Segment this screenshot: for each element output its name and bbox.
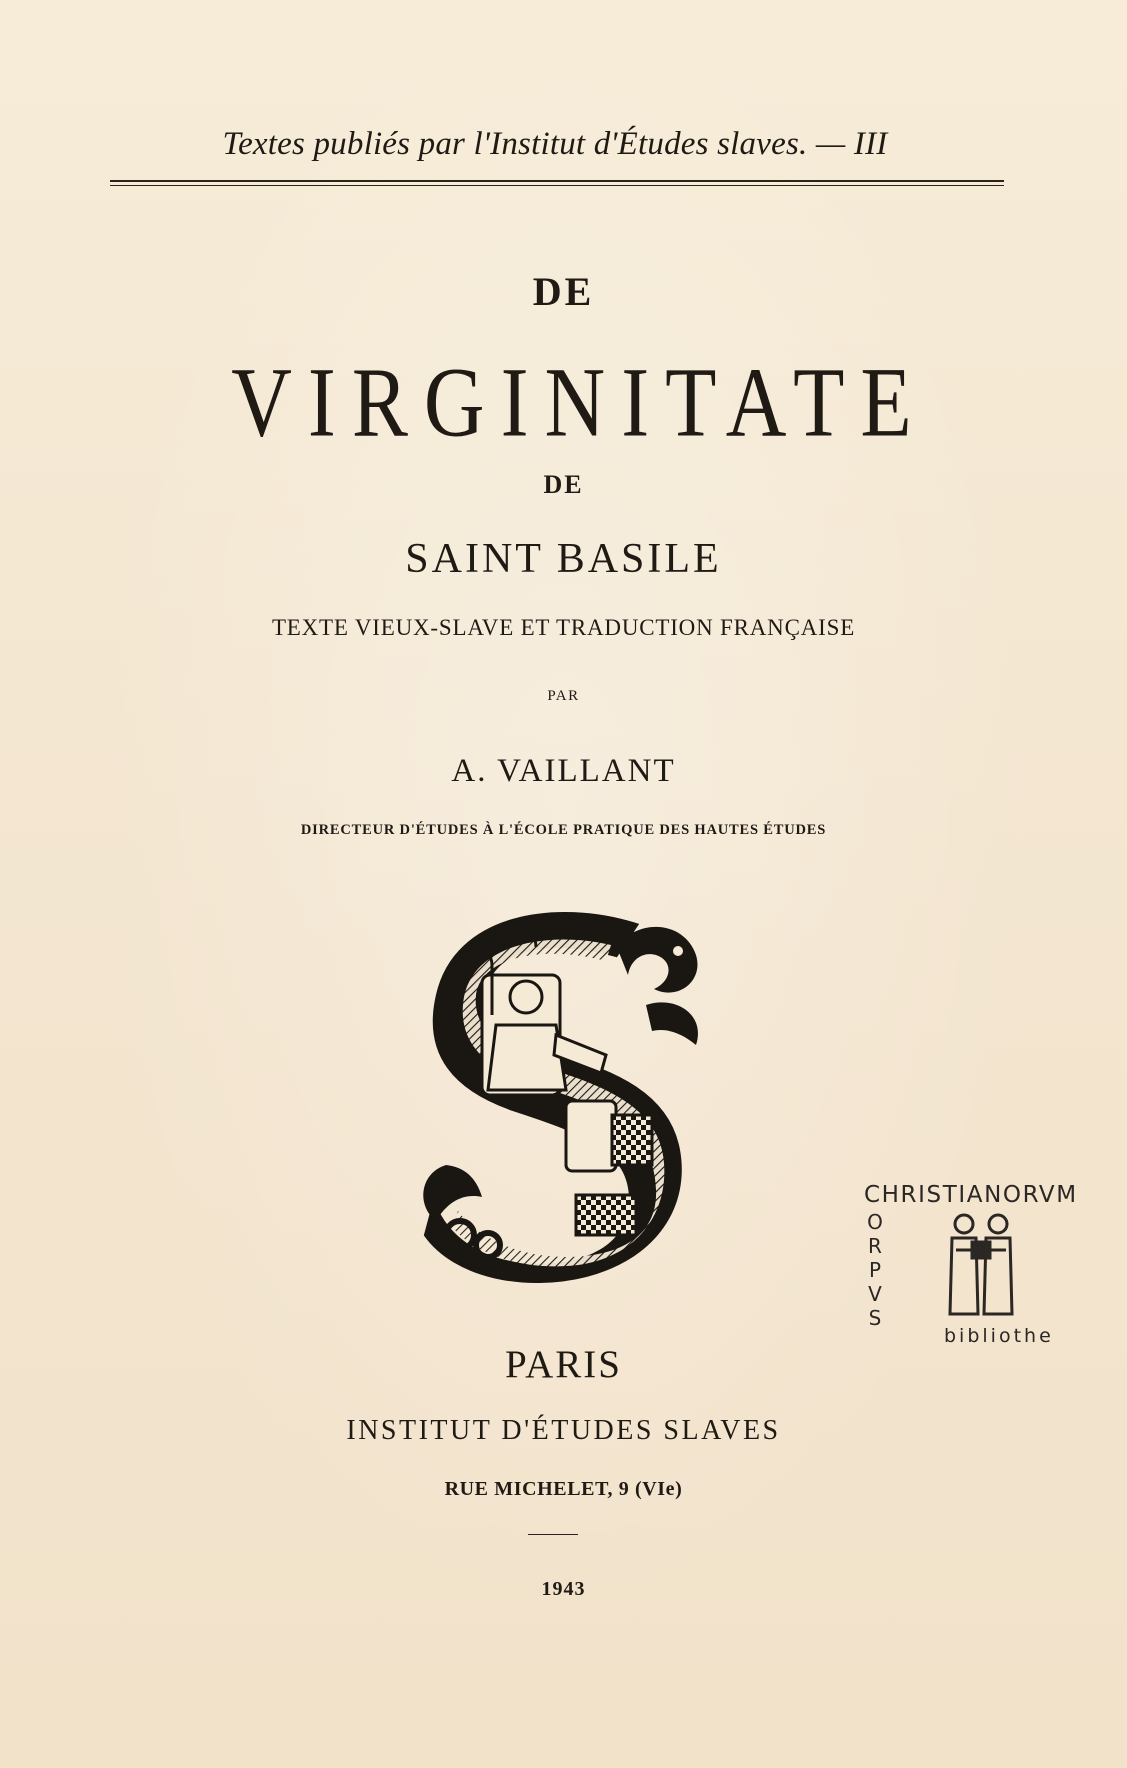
stamp-top-line: CHRISTIANORVM: [864, 1182, 1078, 1208]
title-de-first: DE: [532, 269, 595, 314]
main-title: VIRGINITATE: [231, 348, 928, 459]
publisher-address: RUE MICHELET, 9 (VIe): [444, 1478, 683, 1500]
stamp-letter: P: [868, 1258, 882, 1282]
publisher: INSTITUT D'ÉTUDES SLAVES: [346, 1415, 781, 1446]
by-label: PAR: [547, 688, 580, 704]
author-position: DIRECTEUR D'ÉTUDES À L'ÉCOLE PRATIQUE DES HAUTES ÉTUDES: [300, 822, 827, 838]
stamp-letter: V: [868, 1282, 882, 1306]
ornamental-initial-s-icon: [416, 905, 712, 1285]
publication-city: PARIS: [505, 1343, 622, 1386]
title-saint-basile: SAINT BASILE: [405, 536, 722, 582]
subtitle: TEXTE VIEUX-SLAVE ET TRADUCTION FRANÇAISE: [271, 615, 856, 640]
author-name: A. VAILLANT: [451, 753, 676, 789]
publication-year: 1943: [541, 1578, 586, 1600]
short-rule: [528, 1534, 578, 1535]
series-title: Textes publiés par l'Institut d'Études slaves. — III: [222, 126, 888, 162]
title-de-second: DE: [543, 470, 584, 499]
library-stamp: [858, 1176, 1127, 1356]
stamp-letter: O: [867, 1210, 883, 1234]
stamp-letter: S: [868, 1306, 882, 1330]
stamp-letter: R: [868, 1234, 882, 1258]
stamp-bottom-line: bibliothe: [944, 1325, 1054, 1347]
double-rule: [110, 180, 1004, 186]
two-figures-stamp-icon: [942, 1210, 1020, 1320]
